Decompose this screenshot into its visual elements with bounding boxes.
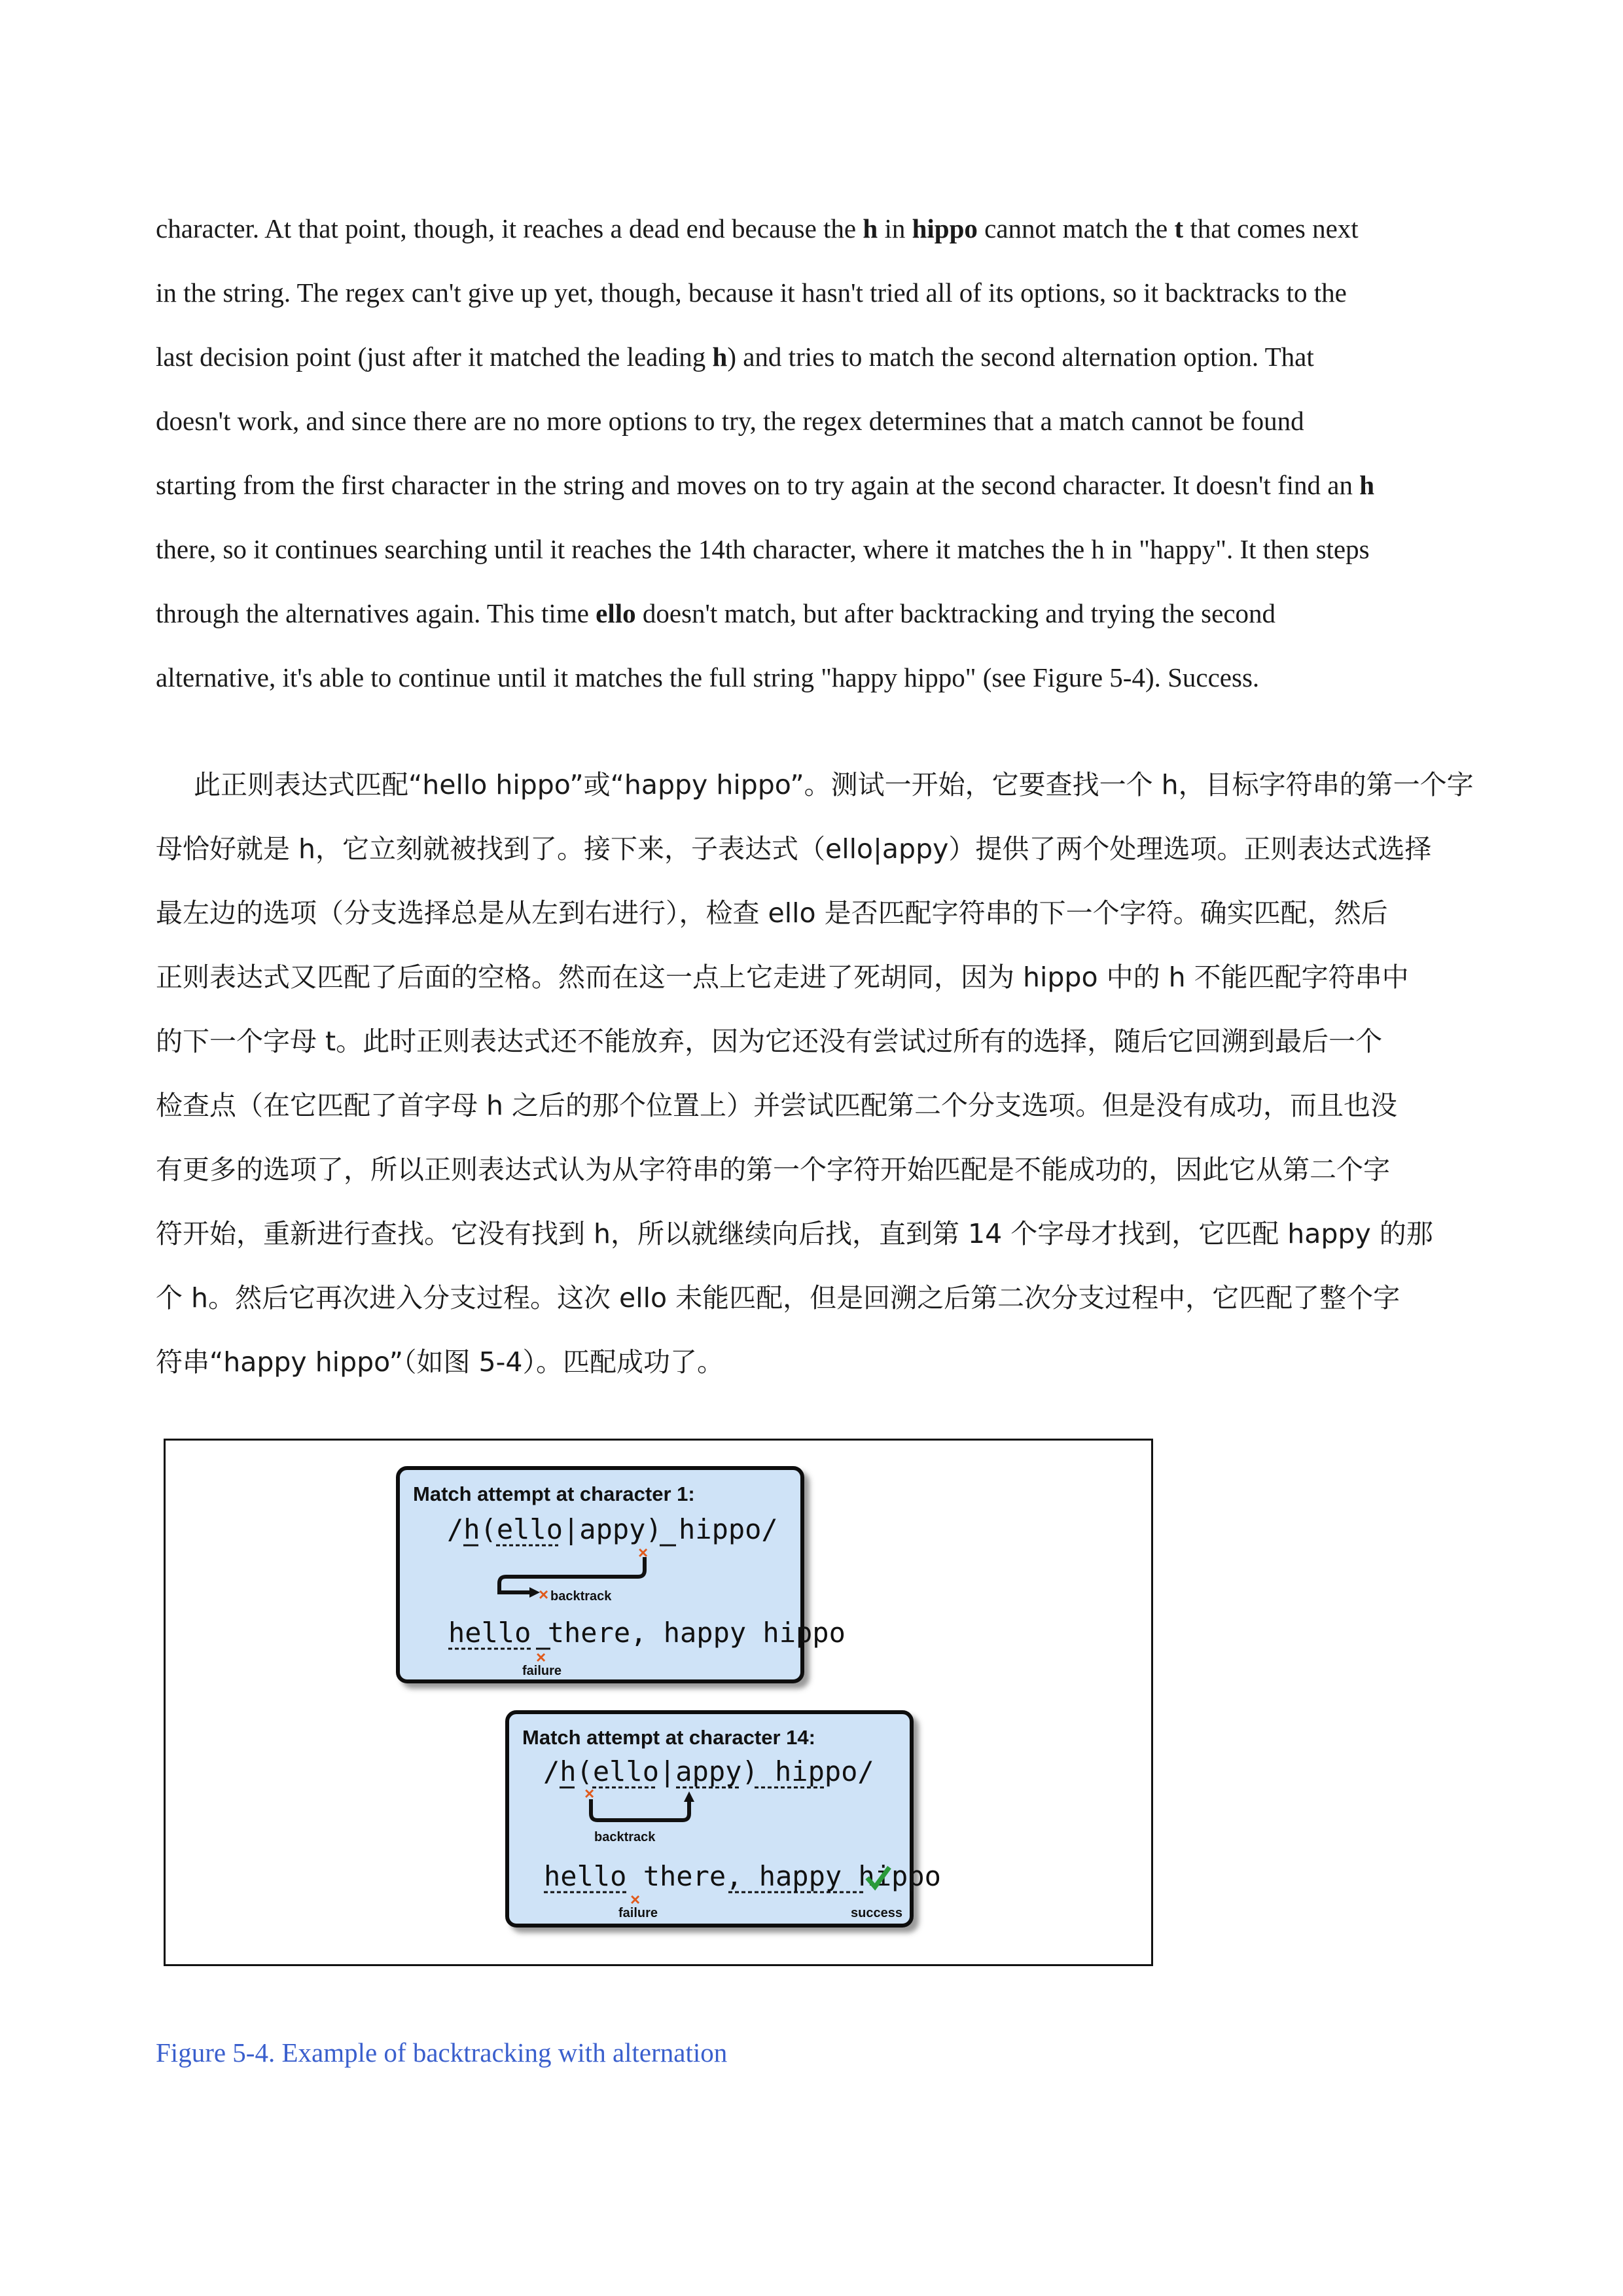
zh-line-8: 符开始，重新进行查找。它没有找到 h，所以就继续向后找，直到第 14 个字母才找到，它匹配 happy 的那 — [156, 1218, 1433, 1249]
panel-1-fail-mark-regex: × — [638, 1543, 649, 1562]
en-line-5: starting from the first character in the string and moves on to try again at the second character. It doesn't find an h — [156, 470, 1375, 500]
zh-line-10: 符串“happy hippo”（如图 5-4）。匹配成功了。 — [156, 1346, 724, 1378]
en-line-3: last decision point (just after it matched the leading h) and tries to match the second alternation option. That — [156, 342, 1314, 372]
panel-2-title: Match attempt at character 14: — [522, 1726, 815, 1749]
zh-line-7: 有更多的选项了，所以正则表达式认为从字符串的第一个字符开始匹配是不能成功的，因此它从第二个字 — [156, 1154, 1390, 1185]
en-line-4: doesn't work, and since there are no more options to try, the regex determines that a match cannot be found — [156, 406, 1304, 436]
en-line-1: character. At that point, though, it reaches a dead end because the h in hippo cannot match the t that comes next — [156, 213, 1359, 243]
figure-caption: Figure 5-4. Example of backtracking with alternation — [156, 2037, 728, 2068]
en-line-7: through the alternatives again. This time ello doesn't match, but after backtracking and trying the second — [156, 598, 1276, 628]
panel-2-fail-mark-regex: × — [584, 1784, 595, 1803]
panel-2-subject: hello there, happy hippo — [544, 1860, 941, 1892]
panel-1-subject: hello there, happy hippo — [448, 1617, 846, 1649]
panel-2-failure-label: failure — [618, 1906, 658, 1920]
zh-line-3: 最左边的选项（分支选择总是从左到右进行），检查 ello 是否匹配字符串的下一个字符。确实匹配，然后 — [156, 897, 1388, 929]
panel-1-fail-mark: × — [536, 1647, 546, 1667]
panel-1-regex: /h(ello|appy) hippo/ — [447, 1513, 778, 1545]
panel-1-failure-label: failure — [522, 1664, 562, 1678]
panel-attempt-14 — [507, 1712, 941, 1926]
figure-frame — [164, 1439, 1153, 1966]
panel-attempt-1 — [398, 1468, 846, 1681]
english-paragraph — [156, 196, 1471, 709]
zh-line-1: 此正则表达式匹配“hello hippo”或“happy hippo”。测试一开始，它要查找一个 h，目标字符串的第一个字 — [194, 769, 1474, 800]
panel-2-success-label: success — [851, 1906, 902, 1920]
panel-1-title: Match attempt at character 1: — [413, 1482, 695, 1505]
zh-line-4: 正则表达式又匹配了后面的空格。然而在这一点上它走进了死胡同，因为 hippo 中的 h 不能匹配字符串中 — [156, 961, 1409, 993]
panel-2-fail-mark: × — [630, 1890, 641, 1909]
en-line-6: there, so it continues searching until it reaches the 14th character, where it matches the h in "happy". It then steps — [156, 534, 1370, 564]
zh-line-6: 检查点（在它匹配了首字母 h 之后的那个位置上）并尝试匹配第二个分支选项。但是没有成功，而且也没 — [156, 1090, 1398, 1121]
backtracking-diagram — [166, 1441, 1151, 1964]
panel-2-regex: /h(ello|appy) hippo/ — [543, 1755, 874, 1787]
zh-line-9: 个 h。然后它再次进入分支过程。这次 ello 未能匹配，但是回溯之后第二次分支过程中，它匹配了整个字 — [156, 1282, 1400, 1314]
en-line-8: alternative, it's able to continue until it matches the full string "happy hippo" (see Figure 5-4). Success. — [156, 662, 1260, 692]
chinese-paragraph — [156, 753, 1478, 1394]
en-line-2: in the string. The regex can't give up yet, though, because it hasn't tried all of its options, so it backtracks to the — [156, 278, 1347, 308]
panel-1-backtrack-label: backtrack — [550, 1589, 612, 1604]
panel-2-backtrack-label: backtrack — [594, 1830, 656, 1844]
zh-line-5: 的下一个字母 t。此时正则表达式还不能放弃，因为它还没有尝试过所有的选择，随后它回溯到最后一个 — [156, 1026, 1383, 1057]
zh-line-2: 母恰好就是 h，它立刻就被找到了。接下来，子表达式（ello|appy）提供了两个处理选项。正则表达式选择 — [156, 833, 1432, 865]
panel-1-backtrack-x: × — [539, 1585, 549, 1604]
